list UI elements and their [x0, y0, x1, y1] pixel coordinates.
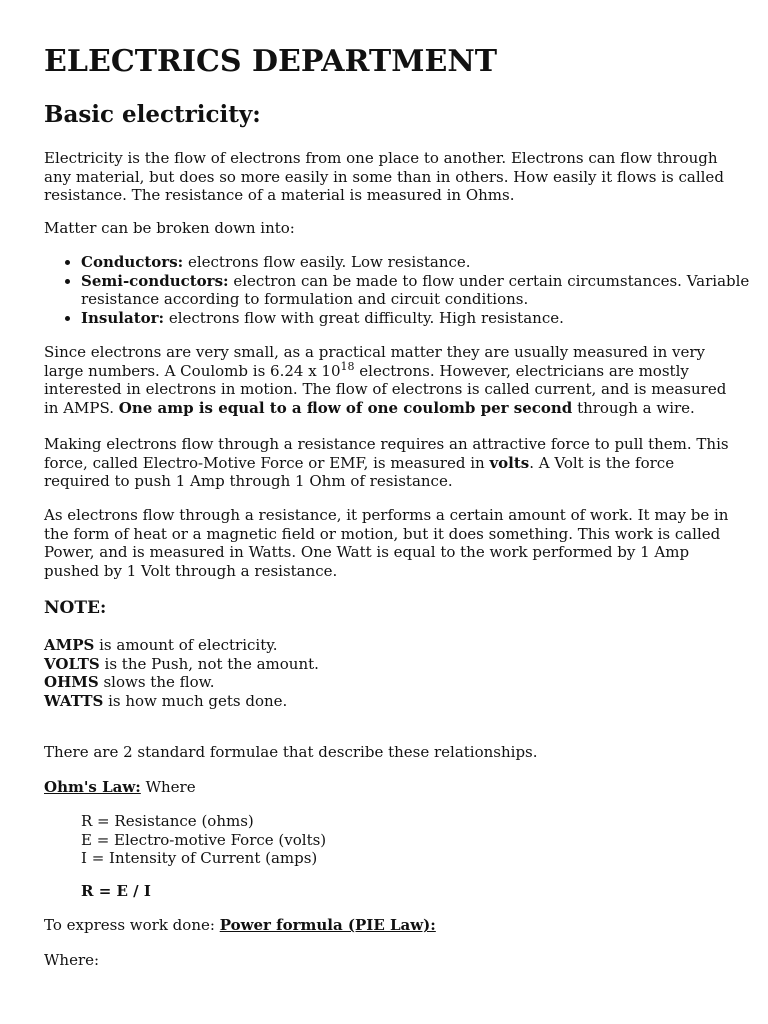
ohms-law-label: Ohm's Law: [44, 778, 141, 796]
emf-paragraph [44, 435, 734, 491]
definition-resistance: R = Resistance (ohms) [81, 812, 254, 830]
note-line-amps [44, 636, 734, 655]
ohms-law-formula [44, 882, 768, 901]
emf-text: Making electrons flow through a resistance requires an attractive force to pull them. This force, called Electro-Motive Force or EMF, is measured in [44, 435, 729, 472]
ohms-law-definitions [44, 812, 768, 868]
amp-definition: One amp is equal to a flow of one coulomb per second [118, 398, 573, 417]
where-label: Where: [44, 951, 100, 969]
list-item-term: Semi-conductors: [81, 271, 229, 290]
matter-list [44, 253, 768, 327]
list-item-desc: electron can be made to flow under certain circumstances. Variable resistance according to formulation and circuit conditions. [81, 271, 750, 308]
definition-emf: E = Electro-motive Force (volts) [81, 830, 327, 849]
formulae-intro: There are 2 standard formulae that describe these relationships. [44, 743, 538, 761]
pie-law-line [44, 916, 734, 935]
coulomb-text: through a wire. [572, 398, 695, 417]
note-term: VOLTS [44, 654, 100, 673]
definition-current: I = Intensity of Current (amps) [81, 849, 318, 867]
matter-intro: Matter can be broken down into: [44, 219, 295, 237]
list-item-term: Insulator: [81, 308, 165, 327]
section-heading: Basic electricity: [44, 101, 261, 128]
coulomb-text: Since electrons are very small, as a practical matter they are usually measured in very large numbers. A Coulomb is 6.24 x 10 [44, 343, 706, 380]
note-desc: slows the flow. [98, 673, 215, 691]
list-item-term: Conductors: [81, 253, 184, 271]
note-term: AMPS [44, 636, 95, 654]
volts-term: volts [489, 453, 530, 472]
note-heading: NOTE: [44, 598, 107, 618]
coulomb-exponent: 18 [340, 359, 355, 373]
list-item-insulator [81, 309, 768, 328]
pie-law-label: Power formula (PIE Law): [219, 916, 436, 934]
note-desc: is how much gets done. [103, 691, 288, 710]
list-item-semiconductors [81, 272, 768, 309]
ohms-law-line [44, 778, 734, 797]
note-desc: is amount of electricity. [94, 636, 278, 654]
note-line-watts [44, 692, 734, 711]
emf-text: . A Volt is the force required to push 1 Amp through 1 Ohm of resistance. [44, 453, 675, 490]
ohms-law-where: Where [140, 778, 196, 796]
pie-law-prefix: To express work done: [44, 916, 220, 934]
intro-paragraph: Electricity is the flow of electrons from one place to another. Electrons can flow through any material, but does so more easily in some than in others. How easily it flows is called resistance. The resistance of a material is measured in Ohms. [44, 149, 724, 204]
note-term: OHMS [44, 673, 99, 691]
note-lines [44, 636, 734, 710]
coulomb-paragraph [44, 343, 734, 417]
formula-text: R = E / I [81, 882, 151, 900]
list-item-conductors [81, 253, 768, 272]
note-line-volts [44, 655, 734, 674]
coulomb-text: electrons. However, electricians are mostly interested in electrons in motion. The flow of electrons is called current, and is measured in AMPS. [44, 361, 727, 417]
list-item-desc: electrons flow easily. Low resistance. [183, 253, 471, 271]
note-line-ohms [44, 673, 734, 692]
page-title: ELECTRICS DEPARTMENT [44, 44, 498, 79]
power-paragraph: As electrons flow through a resistance, it performs a certain amount of work. It may be in the form of heat or a magnetic field or motion, but it does something. This work is called Power, and is measured in Watts. One Watt is equal to the work performed by 1 Amp pushed by 1 Volt through a resistance. [44, 506, 729, 580]
list-item-desc: electrons flow with great difficulty. High resistance. [164, 308, 564, 327]
note-term: WATTS [44, 691, 104, 710]
note-desc: is the Push, not the amount. [99, 654, 319, 673]
